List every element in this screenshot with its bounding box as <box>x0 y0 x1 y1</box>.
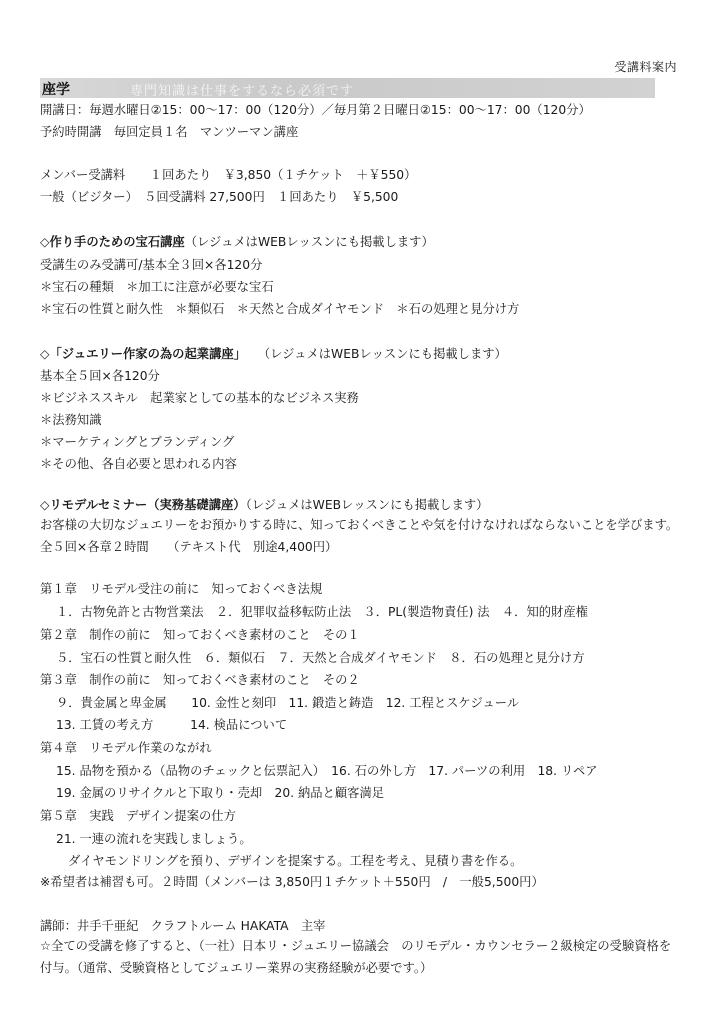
supplementary-note: ※希望者は補習も可。２時間（メンバーは 3,850円１チケット＋550円 / 一般5,500円） <box>40 875 544 889</box>
list-item: ＊マーケティングとブランディング <box>40 435 235 449</box>
instructor-line: 講師：井手千亜紀 クラフトルーム HAKATA 主宰 <box>40 919 326 933</box>
fee-guide-label: 受講料案内 <box>614 60 677 74</box>
gem-course-info: 受講生のみ受講可/基本全３回×各120分 <box>40 258 263 272</box>
gem-course-items: ＊宝石の性質と耐久性 ＊類似石 ＊天然と合成ダイヤモンド ＊石の処理と見分け方 <box>40 302 520 316</box>
list-item: ＊ビジネススキル 起業家としての基本的なビジネス実務 <box>40 391 359 405</box>
chapter-items: 19. 金属のリサイクルと下取り・売却 20. 納品と顧客満足 <box>56 786 385 800</box>
gem-course-items: ＊宝石の種類 ＊加工に注意が必要な宝石 <box>40 280 274 294</box>
remodel-seminar-title: ◇リモデルセミナー（実務基礎講座） <box>40 498 246 512</box>
chapter-heading: 第１章 リモデル受注の前に 知っておくべき法規 <box>40 582 323 596</box>
qualification-note: ☆全ての受講を修了すると、（一社）日本リ・ジュエリー協議会 のリモデル・カウンセラー２級検定の受験資格を付与。（通常、受験資格としてジュエリー業界の実務経験が必要です。） <box>40 939 672 975</box>
remodel-seminar-note: （レジュメはWEBレッスンにも掲載します） <box>245 498 489 512</box>
list-item: ＊その他、各自必要と思われる内容 <box>40 457 237 471</box>
gem-course-title: ◇作り手のための宝石講座 <box>40 235 185 249</box>
remodel-seminar-description: お客様の大切なジュエリーをお預かりする時に、知っておくべきことや気を付けなければならないことを学びます。全５回×各章２時間 （テキスト代 別途4,400円） <box>40 518 679 554</box>
chapter-items: 13. 工賃の考え方 14. 検品について <box>56 718 288 732</box>
section-subtitle: 専門知識は仕事をするなら必須です <box>130 84 355 99</box>
chapter-items: ５．宝石の性質と耐久性 ６．類似石 ７．天然と合成ダイヤモンド ８．石の処理と見分け方 <box>56 651 585 665</box>
general-fee: 一般（ビジター） ５回受講料 27,500円 １回あたり ￥5,500 <box>40 190 399 204</box>
reservation-line: 予約時開講 毎回定員１名 マンツーマン講座 <box>40 125 299 139</box>
chapter-heading: 第４章 リモデル作業のながれ <box>40 741 212 755</box>
remodel-seminar-heading <box>40 497 488 513</box>
member-fee: メンバー受講料 １回あたり ￥3,850（１チケット ＋￥550） <box>40 168 417 182</box>
chapter-heading: 第３章 制作の前に 知っておくべき素材のこと その２ <box>40 673 360 687</box>
chapter-heading: 第５章 実践 デザイン提案の仕方 <box>40 809 236 823</box>
chapter-items: 21. 一連の流れを実践しましょう。 <box>56 832 252 846</box>
chapter-items: １．古物免許と古物営業法 ２．犯罪収益移転防止法 ３．PL(製造物責任) 法 ４．知的財産権 <box>56 605 588 619</box>
startup-course-note: （レジュメはWEBレッスンにも掲載します） <box>263 347 507 361</box>
section-title: 座学 <box>42 82 70 98</box>
chapter-heading: 第２章 制作の前に 知っておくべき素材のこと その１ <box>40 628 360 642</box>
gem-course-note: （レジュメはWEBレッスンにも掲載します） <box>184 235 434 249</box>
gem-course-heading <box>40 234 434 250</box>
chapter-items: 15. 品物を預かる（品物のチェックと伝票記入） 16. 石の外し方 17. パーツの利用 18. リペア <box>56 764 598 778</box>
startup-course-heading <box>40 346 507 362</box>
chapter-items: ９．貴金属と卑金属 10. 金性と刻印 11. 鍛造と鋳造 12. 工程とスケジュール <box>56 696 520 710</box>
startup-course-title: ◇「ジュエリー作家の為の起業講座」 <box>40 347 246 361</box>
chapter-items: ダイヤモンドリングを預り、デザインを提案する。工程を考え、見積り書を作る。 <box>68 854 523 868</box>
startup-course-info: 基本全５回×各120分 <box>40 369 160 383</box>
list-item: ＊法務知識 <box>40 413 102 427</box>
schedule-line: 開講日：毎週水曜日②15：00〜17：00（120分）／毎月第２日曜日②15：00〜17：00（120分） <box>40 103 591 117</box>
